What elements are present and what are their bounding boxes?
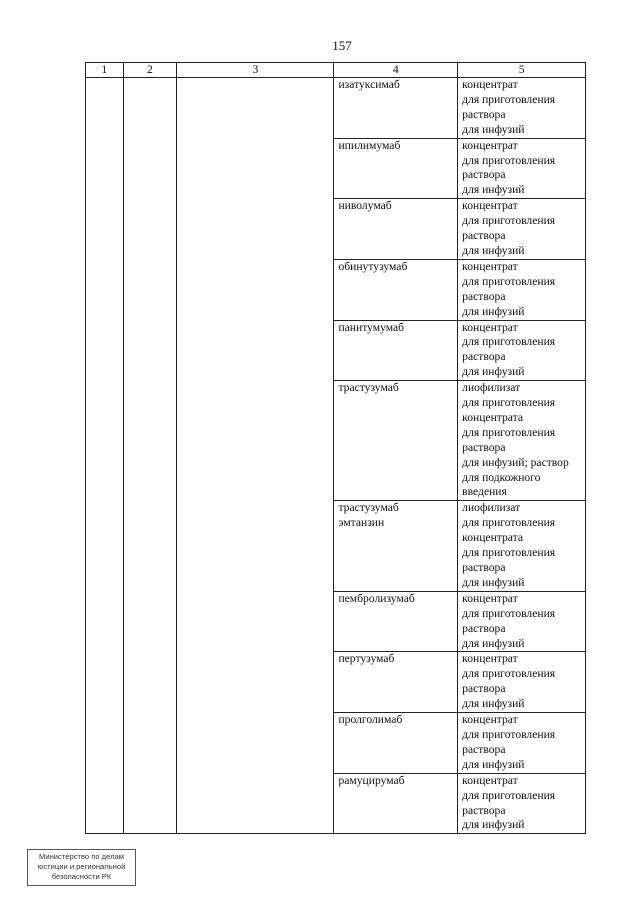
dosage-form-line: концентрат [462,259,518,273]
dosage-form-cell [458,78,586,139]
dosage-form-line: раствора [462,289,506,303]
dosage-form-cell [458,199,586,260]
table-body [86,78,586,834]
dosage-form-line: для инфузий; раствор [462,455,569,469]
dosage-form-cell [458,138,586,199]
column-header-4: 4 [334,63,458,78]
drug-name: панитумумаб [338,320,405,334]
dosage-form-line: для инфузий [462,636,525,650]
dosage-form-line: раствора [462,803,506,817]
drug-name-cell [334,713,458,774]
drug-name: обинутузумаб [338,259,408,273]
dosage-form-cell [458,773,586,834]
drug-name: пертузумаб [338,652,395,666]
stamp-line: Министерство по делам [39,852,124,861]
drug-name-cell [334,381,458,501]
dosage-form-line: раствора [462,350,506,364]
column-header-5: 5 [458,63,586,78]
dosage-form-line: раствора [462,621,506,635]
table-header-row [86,63,586,78]
dosage-form-line: для приготовления [462,274,556,288]
drug-name-cell [334,652,458,713]
dosage-form-line: для приготовления [462,788,556,802]
dosage-form-line: для приготовления [462,546,556,560]
dosage-form-line: для подкожного [462,470,541,484]
dosage-form-line: раствора [462,742,506,756]
dosage-form-line: для приготовления [462,92,556,106]
column-1-cell [86,78,124,834]
column-2-cell [123,78,177,834]
dosage-form-line: для приготовления [462,606,556,620]
dosage-form-line: раствора [462,229,506,243]
dosage-form-line: концентрат [462,199,518,213]
dosage-form-line: для инфузий [462,365,525,379]
dosage-form-cell [458,320,586,381]
dosage-form-line: концентрат [462,78,518,91]
medicine-table [85,62,586,834]
dosage-form-line: для инфузий [462,183,525,197]
drug-name-cell [334,773,458,834]
column-header-3: 3 [177,63,334,78]
drug-name-cell [334,199,458,260]
dosage-form-cell [458,713,586,774]
registration-stamp [27,849,136,886]
dosage-form-line: концентрата [462,410,523,424]
drug-name-cell [334,591,458,652]
drug-name: ипилимумаб [338,138,401,152]
dosage-form-cell [458,591,586,652]
drug-name: пембролизумаб [338,591,415,605]
dosage-form-line: для приготовления [462,667,556,681]
column-3-cell [177,78,334,834]
page-number: 157 [332,38,352,53]
dosage-form-line: для приготовления [462,425,556,439]
dosage-form-line: концентрат [462,138,518,152]
drug-name-cell [334,78,458,139]
dosage-form-line: для приготовления [462,516,556,530]
dosage-form-line: для приготовления [462,214,556,228]
dosage-form-line: для инфузий [462,757,525,771]
dosage-form-line: для приготовления [462,153,556,167]
drug-name-cell [334,138,458,199]
dosage-form-line: для инфузий [462,697,525,711]
stamp-line: безопасности РК [51,872,112,881]
dosage-form-line: раствора [462,440,506,454]
dosage-form-line: лиофилизат [462,381,521,395]
dosage-form-line: для инфузий [462,122,525,136]
dosage-form-line: раствора [462,107,506,121]
dosage-form-line: для инфузий [462,575,525,589]
drug-name: эмтанзин [338,516,385,530]
drug-name: ниволумаб [338,199,392,213]
drug-name: пролголимаб [338,713,403,727]
drug-name: трастузумаб [338,381,399,395]
dosage-form-line: для инфузий [462,304,525,318]
drug-name: трастузумаб [338,501,399,515]
dosage-form-line: для приготовления [462,727,556,741]
dosage-form-line: для приготовления [462,396,556,410]
dosage-form-line: концентрат [462,773,518,787]
dosage-form-line: концентрат [462,652,518,666]
column-header-1: 1 [86,63,124,78]
dosage-form-line: концентрат [462,591,518,605]
drug-name: изатуксимаб [338,78,400,91]
drug-name-cell [334,501,458,591]
dosage-form-cell [458,381,586,501]
dosage-form-cell [458,501,586,591]
dosage-form-line: раствора [462,682,506,696]
dosage-form-line: для инфузий [462,243,525,257]
drug-name-cell [334,259,458,320]
dosage-form-line: концентрат [462,713,518,727]
dosage-form-line: раствора [462,561,506,574]
table-row [86,78,586,139]
dosage-form-line: для приготовления [462,335,556,349]
dosage-form-cell [458,652,586,713]
dosage-form-cell [458,259,586,320]
dosage-form-line: лиофилизат [462,501,521,515]
dosage-form-line: для инфузий [462,818,525,832]
dosage-form-line: введения [462,485,507,499]
dosage-form-line: концентрат [462,320,518,334]
dosage-form-line: раствора [462,168,506,182]
dosage-form-line: концентрата [462,531,523,545]
drug-name-cell [334,320,458,381]
drug-name: рамуцирумаб [338,773,405,787]
stamp-line: юстиции и региональной [37,862,126,871]
column-header-2: 2 [123,63,177,78]
